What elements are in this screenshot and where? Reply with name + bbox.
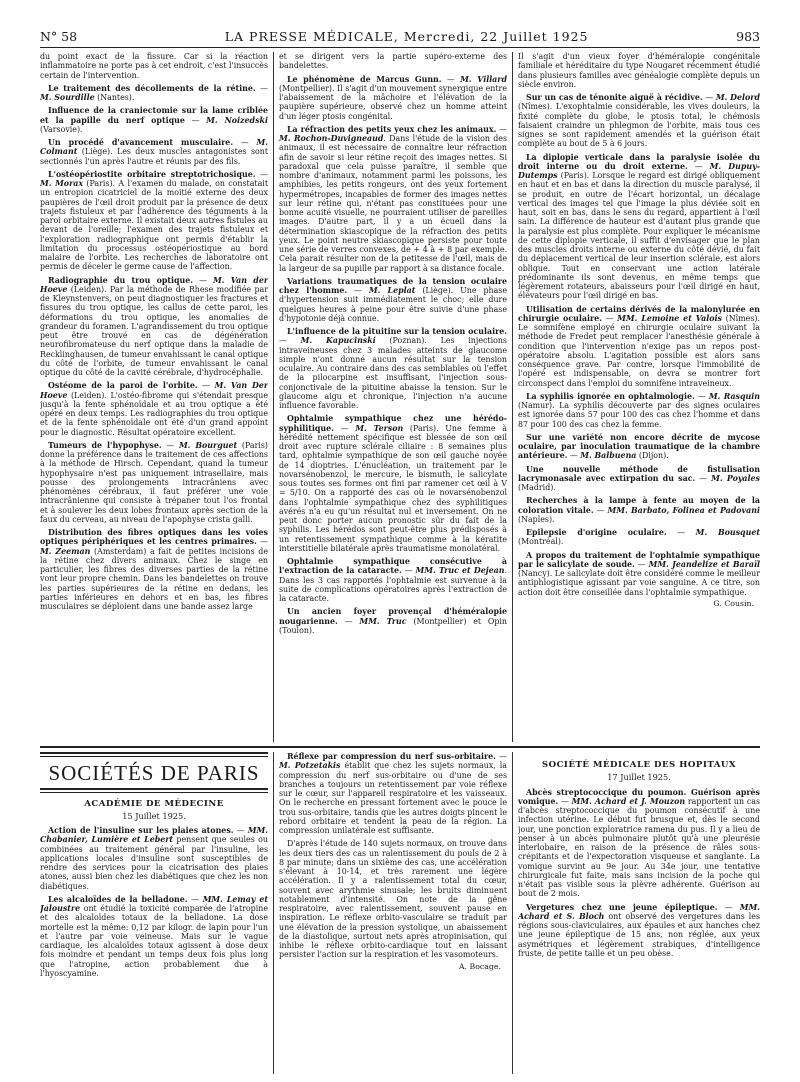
article-heading: Les alcaloïdes de la belladone.	[48, 894, 188, 904]
article-paragraph: Sur un cas de ténonite aiguë à récidive. — M. Delord (Nîmes). L'exophtalmie considérable, les vives douleurs, la fixité complète du globe, le ptosis total, le chémosis faisaient craindre un phlegmon de l'orbite, mais tous ces signes se sont rapidement amendés et la guérison était complète au bout de 5 à 6 jours.	[518, 93, 760, 149]
article-body: (Montpellier) et Opin (Toulon).	[279, 616, 507, 635]
column-divider	[512, 52, 513, 742]
article-body: (Nîmes). L'exophtalmie considérable, les vives douleurs, la fixité complète du globe, le ptosis total, le chémosis faisaient craindre un phlegmon de l'orbite, mais tous ces signes se sont rapidement amendés et la guérison était complète au bout de 5 à 6 jours.	[518, 102, 760, 149]
article-author: M. Potzetakis	[279, 761, 341, 771]
article-heading: Un procédé d'avancement musculaire.	[48, 138, 234, 147]
page-number: 983	[736, 29, 760, 44]
column-1	[40, 52, 268, 742]
academy-date: 15 Juillet 1925.	[122, 810, 186, 821]
article-author: MM. Truc et Dejean	[415, 566, 505, 576]
article-heading: Abcès streptococcique du poumon. Guérison après vomique.	[518, 787, 760, 806]
article-paragraph: La diplopie verticale dans la paralysie isolée du droit interne ou du droit externe. — M. Dupuy-Dutemps (Paris). Lorsque le regard est dirigé obliquement en haut et en bas et dans la direction du muscle paralysé, il se produit, en outre de l'écart horizontal, un décalage vertical des images tel que l'image la plus déviée soit en haut, soit en bas, dans le sens du regard, appartient à l'œil sain. La différence de hauteur est d'autant plus grande que la paralysie est plus complète. Pour expliquer le mécanisme de cette diplopie verticale, il suffit d'envisager que le plan des muscles droits interne ou externe du côté dévié, du fait du déplacement vertical de leur insertion sclérale, est alors oblique. Tout en conservant une action latérale prédominante ils sont devenus, en même temps que légèrement rotateurs, abaisseurs pour l'œil dirigé en haut, élévateurs pour l'œil dirigé en bas.	[518, 152, 760, 301]
paragraph-text: du point exact de la fissure. Car si la réaction inflammatoire ne porte pas à cet endroit, c'est l'insuccès certain de l'intervention.	[40, 52, 268, 80]
article-heading: A propos du traitement de l'ophtalmie sympathique par le salicylate de soude.	[518, 550, 760, 569]
article-body: (Nîmes). Le somnifène employé en chirurgie oculaire suivant la méthode de Fredet peut remplacer l'anesthésie générale à condition que l'intervention n'exige pas un repos post-opératoire absolu. L'agitation possible est alors sans conséquence grave. Par contre, lorsque l'immobilité de l'opéré est indispensable, on devra se montrer fort circonspect dans l'emploi du somnifène intraveineux.	[518, 313, 760, 388]
bottom-column-3	[518, 752, 760, 1074]
article-paragraph: Ophtalmie sympathique chez une hérédo-syphilitique. — M. Terson (Paris). Une femme à hérédité nettement spécifique est blessée de son œil droit avec rupture sclérale ciliaire : 8 semaines plus tard, ophtalmie sympathique de son œil gauche noyée de 14 dioptries. L'énucléation, un traitement par le novarsénobenzol, le mercure, le bismuth, le salicylate sous toutes ses formes ont fini par ramener cet œil à V = 5/10. On a rapporté des cas où le novarsénobenzol dans l'ophtalmie sympathique chez des syphilitiques avérés n'a eu qu'un résultat nul et inversement. On ne peut donc porter aucun pronostic sûr du fait de la syphilis. Les hérédos sont peut-être plus prédisposés à un retentissement sympathique comme à la kératite interstitielle bilatérale après traumatisme monolatéral.	[279, 414, 507, 553]
article-paragraph: Le traitement des décollements de la rétine. — M. Sourdille (Nantes).	[40, 83, 268, 102]
article-heading: Variations traumatiques de la tension oculaire chez l'homme.	[279, 276, 507, 295]
article-heading: L'influence de la pituitine sur la tension oculaire.	[287, 327, 507, 336]
article-author: M. Poyales	[711, 473, 760, 483]
article-heading: Tumeurs de l'hypophyse.	[48, 440, 162, 450]
article-paragraph: Action de l'insuline sur les plaies atones. — MM. Chabanier, Lumière et Lebert pensent que seules ou combinées au traitement général par l'insuline, les applications locales d'insuline sont susceptibles de rendre des services pour la cicatrisation des plaies atones, aussi bien chez les diabétiques que chez les non diabétiques.	[40, 826, 268, 891]
article-author: M. Van der Hoeve	[40, 275, 268, 294]
article-paragraph: Utilisation de certains dérivés de la malonylurée en chirurgie oculaire. — MM. Lemoine et Valois (Nîmes). Le somnifène employé en chirurgie oculaire suivant la méthode de Fredet peut remplacer l'anesthésie générale à condition que l'intervention n'exige pas un repos post-opératoire absolu. L'agitation possible est alors sans conséquence grave. Par contre, lorsque l'immobilité de l'opéré est indispensable, on devra se montrer fort circonspect dans l'emploi du somnifène intraveineux.	[518, 304, 760, 388]
article-body: (Leiden). L'ostéo-fibrome qui s'étendait presque jusqu'à la fente sphénoïdale et au trou optique a été opéré en deux temps. Les radiographies du trou optique et de la fente sphénoïdale ont été d'un grand appoint pour le diagnostic. Résultat opératoire excellent.	[40, 390, 268, 437]
article-body: (Dijon).	[636, 451, 669, 461]
article-body: (Varsovie).	[40, 124, 83, 134]
article-body: rapportent un cas d'abcès streptococcique du poumon consécutif à une infection utérine. Le début fut brusque et, dès le second jour, une ponction exploratrice ramena du pus. Il y a lieu de penser à un abcès pulmonaire plutôt qu'à une pleurésie interlobaire, en raison de la présence de râles sous-crépitants et de l'expectoration visqueuse et sanglante. La vomique survint au 9e jour. Au 34e jour, une tentative chirurgicale fut faite, mais sans incision de la poche qui n'était pas visible sous la plèvre adhérente. Guérison au bout de 2 mois.	[518, 796, 760, 899]
article-heading: Epilepsie d'origine oculaire.	[526, 528, 667, 537]
article-paragraph: Le phénomène de Marcus Gunn. — M. Villard (Montpellier). Il s'agit d'un mouvement synergique entre l'abaissement de la mâchoire et l'élévation de la paupière supérieure, observé chez un homme atteint d'un léger ptosis congénital.	[279, 74, 507, 121]
article-author: M. Leplat	[368, 286, 416, 295]
article-heading: Radiographie du trou optique.	[48, 275, 194, 285]
article-heading: Ophtalmie sympathique chez une hérédo-syphilitique.	[279, 414, 507, 433]
article-body: (Montpellier). Il s'agit d'un mouvement synergique entre l'abaissement de la mâchoire et l'élévation de la paupière supérieure, observé chez un homme atteint d'un léger ptosis congénital.	[279, 83, 507, 121]
article-author: M. Noizedski	[206, 115, 268, 125]
article-author: MM. Lemoine et Valois	[617, 313, 722, 323]
article-body: (Paris). A l'examen du malade, on constatait un entropion cicatriciel de la moitié externe des deux paupières de l'œil droit produit par la présence de deux trajets fistuleux et par l'adhérence des téguments à la paroi orbitaire externe. Il existait deux autres fistules au devant de l'oreille; l'examen des trajets fistuleux et l'exploration radiographique ont permis d'établir la limitation du processus ostéopériostique au bord malaire de l'orbite. Les recherches de laboratoire ont permis de déceler le germe cause de l'affection.	[40, 179, 268, 272]
article-heading: Influence de la craniectomie sur la lame criblée et la papille du nerf optique	[40, 106, 268, 125]
article-heading: Utilisation de certains dérivés de la malonylurée en chirurgie oculaire.	[518, 304, 760, 323]
article-body: (Poznan). Les injections intraveineuses chez 3 malades atteints de glaucome simple n'ont donné aucun résultat sur la tension oculaire. Au contraire dans des cas semblables où l'effet de la pilocarpine est insuffisant, l'injection sous-conjonctivale de la pituitine abaisse la tension. Sur le glaucome aigu et chronique, l'injection n'a aucune influence favorable.	[279, 336, 507, 410]
article-body: (Liège). Les deux muscles antagonistes sont sectionnés l'un après l'autre et réunis par des fils.	[40, 147, 268, 166]
signature: G. Cousin.	[713, 598, 754, 608]
hospital-articles	[518, 788, 760, 959]
article-author: M. Kapucinski	[300, 336, 376, 346]
article-heading: La diplopie verticale dans la paralysie isolée du droit interne ou du droit externe.	[518, 152, 760, 171]
article-author: MM. Truc	[359, 616, 407, 626]
article-author: M. Morax	[40, 179, 84, 188]
article-paragraph: Variations traumatiques de la tension oculaire chez l'homme. — M. Leplat (Liège). Une phase d'hypertension suit immédiatement le choc; elle dure quelques heures à peine pour être suivie d'une phase d'hypotonie déjà connue.	[279, 276, 507, 323]
article-author: M. Bourguet	[178, 440, 238, 450]
hospital-society-title: SOCIÉTÉ MÉDICALE DES HOPITAUX	[541, 760, 737, 770]
article-heading: Recherches à la lampe à fente au moyen de la coloration vitale.	[518, 496, 760, 515]
signature: A. Bocage.	[458, 961, 501, 971]
article-paragraph: Réflexe par compression du nerf sus-orbitaire. — M. Potzetakis établit que chez les sujets normaux, la compression du nerf sus-orbitaire ou d'une de ses branches a toujours un retentissement par voie réflexe sur le cœur, sur l'appareil respiratoire et les vaisseaux. On le recherche en pressant fortement avec le pouce le trou sus-orbitaire, tandis que les autres doigts pincent le rebord orbitaire et tendent la peau de la région. La compression unilatérale est suffisante.	[279, 752, 507, 835]
article-paragraph: Influence de la craniectomie sur la lame criblée et la papille du nerf optique — M. Noizedski (Varsovie).	[40, 106, 268, 134]
column-3	[518, 52, 760, 742]
academy-title: ACADÉMIE DE MÉDECINE	[84, 798, 224, 809]
article-author: M. Dupuy-Dutemps	[518, 161, 760, 180]
article-author: M. Van Der Hoeve	[40, 381, 268, 400]
paragraph-text: Il s'agit d'un vieux foyer d'héméralopie congénitale familiale et héréditaire du type Nougaret récemment étudié dans plusieurs familles avec généalogie complète depuis un siècle environ.	[518, 52, 760, 89]
article-body: . Dans les 3 cas rapportés l'ophtalmie est survenue à la suite de complications opératoires après l'extraction de la cataracte.	[279, 566, 507, 603]
article-heading: Réflexe par compression du nerf sus-orbitaire.	[287, 752, 496, 761]
article-body: (Paris) donne la préférence dans le traitement de ces affections à la méthode de Hirsch. Cependant, quand la tumeur hypophysaire n'est pas uniquement intrasellaire, mais pousse des prolongements intracrâniens avec phénomènes cérébraux, il faut préférer une voie intracrânienne qui consiste à trépaner tout l'os frontal et à soulever les deux lobes frontaux après section de la faux du cerveau, au niveau de l'apophyse crista galli.	[40, 440, 268, 524]
article-heading: Sur un cas de ténonite aiguë à récidive.	[526, 93, 703, 102]
article-paragraph: Recherches à la lampe à fente au moyen de la coloration vitale. — MM. Barbato, Folinea et Padovani (Naples).	[518, 496, 760, 524]
hospital-date: 17 Juillet 1925.	[607, 772, 671, 783]
article-heading: Action de l'insuline sur les plaies atones.	[48, 826, 234, 836]
article-body: . Dans l'étude de la vision des animaux, il est nécessaire de connaître leur réfraction afin de savoir si leur rétine reçoit des images nettes. Si paradoxal que cela puisse paraître, il semble que nombre d'animaux, notamment parmi les poissons, les amphibies, les petits rongeurs, ont des yeux fortement hypermétropes, incapables de former des images nettes sur leur rétine qui, n'étant pas constituées pour une bonne acuité visuelle, ne pourraient utiliser de pareilles images. D'autre part, il y a un écueil dans la détermination skiascopique de la réfraction des petits yeux. Le point neutre skiascopique persiste pour toute une série de verres convexes, de + 4 à + 8 par exemple. Cela parait résulter non de la petitesse de l'œil, mais de la largeur de sa pupille par rapport à sa distance focale.	[279, 134, 507, 273]
article-paragraph: Ostéome de la paroi de l'orbite. — M. Van Der Hoeve (Leiden). L'ostéo-fibrome qui s'étendait presque jusqu'à la fente sphénoïdale et au trou optique a été opéré en deux temps. Les radiographies du trou optique et de la fente sphénoïdale ont été d'un grand appoint pour le diagnostic. Résultat opératoire excellent.	[40, 381, 268, 437]
article-heading: La réfraction des petits yeux chez les animaux.	[287, 124, 497, 134]
header-rule	[40, 47, 760, 48]
article-heading: Le phénomène de Marcus Gunn.	[287, 74, 442, 84]
article-heading: Vergetures chez une jeune épileptique.	[526, 902, 718, 912]
article-author: M. Terson	[355, 423, 404, 433]
article-body: (Amsterdam) a fait de petites incisions de la rétine chez divers animaux. Chez le singe en particulier, les fibres des diverses parties de la rétine vont leur propre chemin. Dans les bandelettes on trouve les parties supérieures de la rétine en dedans, les parties inférieures en dehors et en bas, les fibres musculaires se déploient dans une bande assez large	[40, 546, 268, 611]
article-paragraph: A propos du traitement de l'ophtalmie sympathique par le salicylate de soude. — MM. Jeandelize et Baraïl (Nancy). Le salicylate doit être considéré comme le meilleur antiphlogistique agissant par voie sanguine. A ce titre, son action doit être conseillée dans l'ophtalmie sympathique.	[518, 550, 760, 597]
article-heading: Distribution des fibres optiques dans les voies optiques périphériques et les centres primaires.	[40, 528, 268, 547]
article-author: M. Rochon-Duvigneaud	[279, 134, 384, 143]
article-author: MM. Lemay et Jaloustre	[40, 894, 268, 914]
issue-number: N° 58	[40, 29, 78, 44]
article-author: M. Sourdille	[40, 93, 95, 102]
article-body: (Naples).	[518, 514, 555, 524]
article-body: (Paris). Lorsque le regard est dirigé obliquement en haut et en bas et dans la direction du muscle paralysé, il se produit, en outre de l'écart horizontal, un décalage vertical des images tel que l'image la plus déviée soit en haut, soit en bas, dans le sens du regard, appartient à l'œil sain. La différence de hauteur est d'autant plus grande que la paralysie est plus complète. Pour expliquer le mécanisme de cette diplopie verticale, il suffit d'envisager que le plan des muscles droits interne ou externe du côté dévié, du fait du déplacement vertical de leur insertion sclérale, est alors oblique. Tout en conservant une action latérale prédominante ils sont devenus, en même temps que légèrement rotateurs, abaisseurs pour l'œil dirigé en haut, élévateurs pour l'œil dirigé en bas.	[518, 171, 760, 301]
article-body: pensent que seules ou combinées au traitement général par l'insuline, les applications locales d'insuline sont susceptibles de rendre des services pour la cicatrisation des plaies atones, aussi bien chez les diabétiques que chez les non diabétiques.	[40, 835, 268, 891]
article-heading: Un ancien foyer provençal d'héméralopie nougarienne.	[279, 607, 507, 626]
article-paragraph: Abcès streptococcique du poumon. Guérison après vomique. — MM. Achard et J. Mouzon rapportent un cas d'abcès streptococcique du poumon consécutif à une infection utérine. Le début fut brusque et, dès le second jour, une ponction exploratrice ramena du pus. Il y a lieu de penser à un abcès pulmonaire plutôt qu'à une pleurésie interlobaire, en raison de la présence de râles sous-crépitants et de l'expectoration visqueuse et sanglante. La vomique survint au 9e jour. Au 34e jour, une tentative chirurgicale fut faite, mais sans incision de la poche qui n'était pas visible sous la plèvre adhérente. Guérison au bout de 2 mois.	[518, 787, 760, 899]
article-body: établit que chez les sujets normaux, la compression du nerf sus-orbitaire ou d'une de ses branches a toujours un retentissement par voie réflexe sur le cœur, sur l'appareil respiratoire et les vaisseaux. On le recherche en pressant fortement avec le pouce le trou sus-orbitaire, tandis que les autres doigts pincent le rebord orbitaire et tendent la peau de la région. La compression unilatérale est suffisante.	[279, 761, 507, 835]
article-author: MM. Chabanier, Lumière et Lebert	[40, 826, 268, 845]
article-paragraph: Ophtalmie sympathique consécutive à l'extraction de la cataracte. — MM. Truc et Dejean. Dans les 3 cas rapportés l'ophtalmie est survenue à la suite de complications opératoires après l'extraction de la cataracte.	[279, 557, 507, 603]
article-body: (Nantes).	[94, 93, 135, 102]
section-rule	[40, 746, 760, 748]
article-paragraph: Distribution des fibres optiques dans les voies optiques périphériques et les centres primaires. — M. Zeeman (Amsterdam) a fait de petites incisions de la rétine chez divers animaux. Chez le singe en particulier, les fibres des diverses parties de la rétine vont leur propre chemin. Dans les bandelettes on trouve les parties supérieures de la rétine en dedans, les parties inférieures en dehors et en bas, les fibres musculaires se déploient dans une bande assez large	[40, 528, 268, 611]
title-rule	[40, 788, 268, 793]
article-heading: Ophtalmie sympathique consécutive à l'extraction de la cataracte.	[279, 557, 507, 576]
article-body: (Paris). Une femme à hérédité nettement spécifique est blessée de son œil droit avec rupture sclérale ciliaire : 8 semaines plus tard, ophtalmie sympathique de son œil gauche noyée de 14 dioptries. L'énucléation, un traitement par le novarsénobenzol, le mercure, le bismuth, le salicylate sous toutes ses formes ont fini par ramener cet œil à V = 5/10. On a rapporté des cas où le novarsénobenzol dans l'ophtalmie sympathique chez des syphilitiques avérés n'a eu qu'un résultat nul et inversement. On ne peut donc porter aucun pronostic sûr du fait de la syphilis. Les hérédos sont peut-être plus prédisposés à un retentissement sympathique comme à la kératite interstitielle bilatérale après traumatisme monolatéral.	[279, 423, 507, 553]
article-body: (Nancy). Le salicylate doit être considéré comme le meilleur antiphlogistique agissant par voie sanguine. A ce titre, son action doit être conseillée dans l'ophtalmie sympathique.	[518, 569, 760, 597]
column-divider	[273, 52, 274, 742]
article-paragraph: L'influence de la pituitine sur la tension oculaire. — M. Kapucinski (Poznan). Les injections intraveineuses chez 3 malades atteints de glaucome simple n'ont donné aucun résultat sur la tension oculaire. Au contraire dans des cas semblables où l'effet de la pilocarpine est insuffisant, l'injection sous-conjonctivale de la pituitine abaisse la tension. Sur le glaucome aigu et chronique, l'injection n'a aucune influence favorable.	[279, 327, 507, 410]
article-paragraph: Les alcaloïdes de la belladone. — MM. Lemay et Jaloustre ont étudié la toxicité comparée de l'atropine et des alcaloïdes totaux de la belladone. La dose mortelle est la même: 0,12 par kilogr. de lapin pour l'un et l'autre par voie veineuse. Mais sur le vague cardiaque, les alcaloïdes totaux agissent à dose deux fois moindre et pendant un temps deux fois plus long que l'atropine, action probablement due à l'hyoscyamine.	[40, 894, 268, 978]
journal-title: LA PRESSE MÉDICALE, Mercredi, 22 Juillet 1925	[224, 29, 589, 44]
article-paragraph: Un procédé d'avancement musculaire. — M. Colmant (Liège). Les deux muscles antagonistes sont sectionnés l'un après l'autre et réunis par des fils.	[40, 138, 268, 166]
article-paragraph: Vergetures chez une jeune épileptique. — MM. Achard et S. Bloch ont observé des vergetures dans les régions sous-claviculaires, aux épaules et aux hanches chez une jeune épileptique de 15 ans, non réglée, aux yeux asymétriques et légèrement strabiques, d'intelligence fruste, de petite taille et un peu obèse.	[518, 902, 760, 958]
article-heading: Le traitement des décollements de la rétine.	[48, 83, 256, 93]
academy-articles	[40, 826, 268, 978]
article-author: M. Balbuena	[580, 451, 637, 461]
article-body: (Leiden). Par la méthode de Rhese modifiée par de Kleynstenvers, on peut diagnostiquer les fractures et fissures du trou optique, les callus de cette paroi, les déformations du trou optique, les anomalies de grandeur du foramen. L'agrandissement du trou optique peut être trouvé en cas de dégénération neurofibromateuse du nerf optique dans la maladie de Recklinghausen, de tumeur envahissant le canal optique du côté de l'orbite, de tumeur envahissant le canal optique du côté de la cavité cérébrale, d'hydrocéphalie.	[40, 284, 268, 377]
article-paragraph	[40, 52, 268, 80]
article-paragraph: La syphilis ignorée en ophtalmologie. — M. Rasquin (Namur). La syphilis découverte par des signes oculaires est ignorée dans 57 pour 100 des cas chez l'homme et dans 87 pour 100 des cas chez la femme.	[518, 391, 760, 429]
article-heading: Ostéome de la paroi de l'orbite.	[48, 381, 198, 391]
article-paragraph	[279, 52, 507, 71]
article-heading: Une nouvelle méthode de fistulisation lacrymonasale avec extirpation du sac.	[518, 464, 760, 483]
article-author: MM. Jeandelize et Baraïl	[648, 559, 760, 569]
article-paragraph: Une nouvelle méthode de fistulisation lacrymonasale avec extirpation du sac. — M. Poyales (Madrid).	[518, 464, 760, 492]
title-rule	[40, 752, 268, 757]
article-body: (Madrid).	[518, 483, 556, 492]
article-paragraph: La réfraction des petits yeux chez les animaux. — M. Rochon-Duvigneaud. Dans l'étude de la vision des animaux, il est nécessaire de connaître leur réfraction afin de savoir si leur rétine reçoit des images nettes. Si paradoxal que cela puisse paraître, il semble que nombre d'animaux, notamment parmi les poissons, les amphibies, les petits rongeurs, ont des yeux fortement hypermétropes, incapables de former des images nettes sur leur rétine qui, n'étant pas constituées pour une bonne acuité visuelle, ne pourraient utiliser de pareilles images. D'autre part, il y a un écueil dans la détermination skiascopique de la réfraction des petits yeux. Le point neutre skiascopique persiste pour toute une série de verres convexes, de + 4 à + 8 par exemple. Cela parait résulter non de la petitesse de l'œil, mais de la largeur de sa pupille par rapport à sa distance focale.	[279, 124, 507, 273]
column-2	[279, 52, 507, 742]
bottom-column-1	[40, 752, 268, 1074]
section-title: SOCIÉTÉS DE PARIS	[48, 761, 260, 785]
article-author: M. Villard	[460, 74, 507, 84]
article-paragraph: Radiographie du trou optique. — M. Van der Hoeve (Leiden). Par la méthode de Rhese modifiée par de Kleynstenvers, on peut diagnostiquer les fractures et fissures du trou optique, les callus de cette paroi, les déformations du trou optique, les anomalies de grandeur du foramen. L'agrandissement du trou optique peut être trouvé en cas de dégénération neurofibromateuse du nerf optique dans la maladie de Recklinghausen, de tumeur envahissant le canal optique du côté de l'orbite, de tumeur envahissant le canal optique du côté de la cavité cérébrale, d'hydrocéphalie.	[40, 275, 268, 377]
continued-articles	[279, 752, 507, 960]
article-author: M. Bousquet	[695, 528, 760, 537]
article-heading: L'ostéopériostite orbitaire streptotrichosique.	[48, 169, 256, 179]
article-body: (Liège). Une phase d'hypertension suit immédiatement le choc; elle dure quelques heures à peine pour être suivie d'une phase d'hypotonie déjà connue.	[279, 286, 507, 323]
article-paragraph: Epilepsie d'origine oculaire. — M. Bousquet (Montréal).	[518, 528, 760, 547]
paragraph-text: et se dirigent vers la partie supéro-externe des bandelettes.	[279, 52, 507, 71]
article-author: M. Colmant	[40, 138, 268, 157]
article-paragraph	[518, 52, 760, 89]
article-paragraph: Tumeurs de l'hypophyse. — M. Bourguet (Paris) donne la préférence dans le traitement de ces affections à la méthode de Hirsch. Cependant, quand la tumeur hypophysaire n'est pas uniquement intrasellaire, mais pousse des prolongements intracrâniens avec phénomènes cérébraux, il faut préférer une voie intracrânienne qui consiste à trépaner tout l'os frontal et à soulever les deux lobes frontaux après section de la faux du cerveau, au niveau de l'apophyse crista galli.	[40, 440, 268, 524]
article-heading: Sur une variété non encore décrite de mycose oculaire, par inoculation traumatique de la chambre antérieure.	[518, 432, 760, 461]
article-author: MM. Barbato, Folinea et Padovani	[607, 505, 760, 515]
article-author: MM. Achard et J. Mouzon	[571, 796, 686, 806]
page-header	[40, 24, 760, 44]
article-author: MM. Achard et S. Bloch	[518, 902, 760, 921]
article-heading: La syphilis ignorée en ophtalmologie.	[526, 391, 695, 401]
article-body: ont étudié la toxicité comparée de l'atropine et des alcaloïdes totaux de la belladone. La dose mortelle est la même: 0,12 par kilogr. de lapin pour l'un et l'autre par voie veineuse. Mais sur le vague cardiaque, les alcaloïdes totaux agissent à dose deux fois moindre et pendant un temps deux fois plus long que l'atropine, action probablement due à l'hyoscyamine.	[40, 904, 268, 978]
article-body: ont observé des vergetures dans les régions sous-claviculaires, aux épaules et aux hanches chez une jeune épileptique de 15 ans, non réglée, aux yeux asymétriques et légèrement strabiques, d'intelligence fruste, de petite taille et un peu obèse.	[518, 911, 760, 958]
column-divider	[512, 752, 513, 1074]
article-author: M. Rasquin	[708, 391, 760, 401]
article-author: M. Delord	[715, 93, 760, 102]
article-body: (Montréal).	[518, 537, 564, 547]
article-paragraph	[279, 839, 507, 959]
column-divider	[273, 752, 274, 1074]
paragraph-text: D'après l'étude de 140 sujets normaux, on trouve dans les deux tiers des cas un ralentissement du pouls de 2 à 8 par minute; dans un sixième des cas, une accélération s'élevant à 10-14, et très rarement une légère accélération. Il y a ralentissement total du cœur, souvent avec arythmie sinusale; les bruits diminuent notablement d'intensité. On note de la gêne respiratoire, avec ralentissement, souvent pause en inspiration. Le réflexe orbito-vasculaire se traduit par une élévation de la pression systolique, un abaissement de la diastolique, surtout nets après atropinisation, qui inhibe le réflexe orbito-cardiaque tout en laissant persister l'action sur la respiration et les vasomoteurs.	[279, 839, 507, 960]
article-body: (Namur). La syphilis découverte par des signes oculaires est ignorée dans 57 pour 100 des cas chez l'homme et dans 87 pour 100 des cas chez la femme.	[518, 401, 760, 429]
article-paragraph: L'ostéopériostite orbitaire streptotrichosique. — M. Morax (Paris). A l'examen du malade, on constatait un entropion cicatriciel de la moitié externe des deux paupières de l'œil droit produit par la présence de deux trajets fistuleux et par l'adhérence des téguments à la paroi orbitaire externe. Il existait deux autres fistules au devant de l'oreille; l'examen des trajets fistuleux et l'exploration radiographique ont permis d'établir la limitation du processus ostéopériostique au bord malaire de l'orbite. Les recherches de laboratoire ont permis de déceler le germe cause de l'affection.	[40, 169, 268, 272]
bottom-column-2	[279, 752, 507, 1074]
article-paragraph: Sur une variété non encore décrite de mycose oculaire, par inoculation traumatique de la chambre antérieure. — M. Balbuena (Dijon).	[518, 432, 760, 461]
article-paragraph: Un ancien foyer provençal d'héméralopie nougarienne. — MM. Truc (Montpellier) et Opin (Toulon).	[279, 607, 507, 635]
article-author: M. Zeeman	[40, 546, 91, 556]
